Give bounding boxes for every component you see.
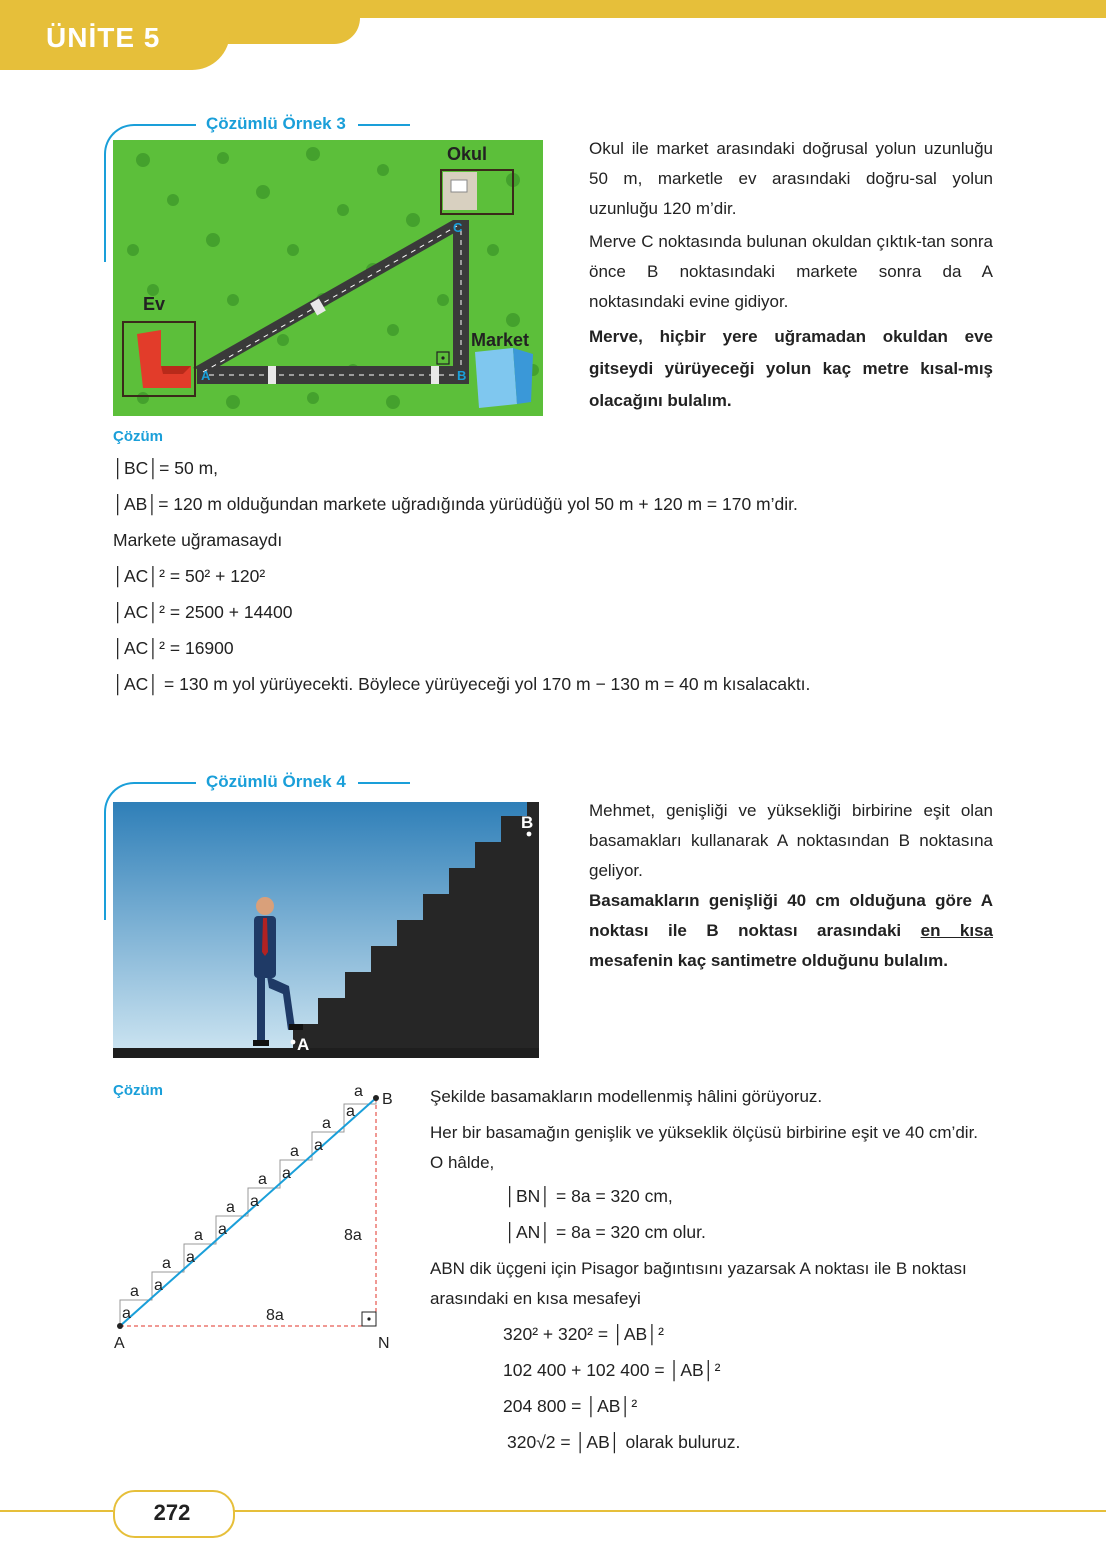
example4-title-line: [358, 782, 410, 784]
stairs-illustration: [113, 802, 539, 1058]
step-label-10: a: [258, 1171, 267, 1188]
map-point-c: C: [453, 220, 463, 235]
example4-title: Çözümlü Örnek 4: [206, 772, 346, 791]
map-label-ev: Ev: [143, 294, 166, 314]
solution3-line-7: │AC│ = 130 m yol yürüyecekti. Böylece yürüyeceği yol 170 m − 130 m = 40 m kısalacaktı.: [113, 674, 811, 694]
equation-4: 320√2 = │AB│ olarak buluruz.: [507, 1432, 741, 1452]
diagram-point-b: B: [382, 1091, 393, 1108]
footer-line-left: [0, 1510, 113, 1512]
footer-line-right: [231, 1510, 1106, 1512]
example3-title-line: [358, 124, 410, 126]
step-label-3: a: [154, 1277, 163, 1294]
staircase-diagram: [108, 1078, 408, 1360]
example3-paragraph-2: Merve C noktasında bulunan okuldan çıktık-tan sonra önce B noktasındaki markete sonra da A noktasındaki evine gidiyor.: [589, 232, 993, 311]
map-point-a: A: [201, 368, 211, 383]
equation-bn: │BN│ = 8a = 320 cm,: [505, 1186, 673, 1206]
map-label-okul: Okul: [447, 144, 488, 164]
solution3-line-1: │BC│= 50 m,: [113, 458, 219, 478]
equation-1: 320² + 320² = │AB│²: [503, 1324, 664, 1344]
equation-an: │AN│ = 8a = 320 cm olur.: [505, 1222, 706, 1242]
step-label-9: a: [250, 1193, 259, 1210]
example4-question-part2: mesafenin kaç santimetre olduğunu bulalım.: [589, 951, 948, 970]
example4-question: [589, 886, 993, 976]
example4-question-part1: Basamakların genişliği 40 cm olduğuna göre A noktası ile B noktası arasındaki: [589, 891, 993, 940]
example4-paragraph-1: Mehmet, genişliği ve yüksekliği birbirine eşit olan basamakları kullanarak A noktasından B noktasına geliyor.: [589, 801, 993, 880]
example4-question-underlined: en kısa: [920, 921, 993, 940]
step-label-2: a: [130, 1283, 139, 1300]
example4-solution-label: Çözüm: [113, 1082, 163, 1099]
solution3-line-6: │AC│² = 16900: [113, 638, 234, 658]
side-label-an: 8a: [266, 1307, 284, 1324]
diagram-point-n: N: [378, 1335, 390, 1352]
equation-2: 102 400 + 102 400 = │AB│²: [503, 1360, 721, 1380]
step-label-7: a: [218, 1221, 227, 1238]
map-point-b: B: [457, 368, 467, 383]
example3-paragraph-1: Okul ile market arasındaki doğrusal yolun uzunluğu 50 m, marketle ev arasındaki doğru-sal yolun uzunluğu 120 m’dir.: [589, 139, 993, 218]
solution4-paragraph-2: Her bir basamağın genişlik ve yükseklik ölçüsü birbirine eşit ve 40 cm’dir. O hâlde,: [430, 1123, 979, 1172]
step-label-12: a: [290, 1143, 299, 1160]
map-label-market: Market: [471, 330, 530, 350]
solution3-line-4: │AC│² = 50² + 120²: [113, 566, 266, 586]
solution3-line-2: │AB│= 120 m olduğundan markete uğradığında yürüdüğü yol 50 m + 120 m = 170 m’dir.: [113, 494, 798, 514]
page-number: 272: [153, 1500, 191, 1525]
map-illustration: [113, 140, 543, 416]
step-label-4: a: [162, 1255, 171, 1272]
unit-title: ÜNİTE 5: [46, 22, 161, 53]
step-label-14: a: [322, 1115, 331, 1132]
solution3-line-3: Markete uğramasaydı: [113, 530, 283, 550]
step-label-16: a: [354, 1083, 363, 1100]
step-label-13: a: [314, 1137, 323, 1154]
example3-solution-label: Çözüm: [113, 428, 163, 445]
solution4-paragraph-1: Şekilde basamakların modellenmiş hâlini görüyoruz.: [430, 1087, 823, 1106]
example3-question: Merve, hiçbir yere uğramadan okuldan eve gitseydi yürüyeceği yolun kaç metre kısal-mış olacağını bulalım.: [589, 327, 993, 410]
example3-title: Çözümlü Örnek 3: [206, 114, 346, 133]
step-label-11: a: [282, 1165, 291, 1182]
step-label-15: a: [346, 1103, 355, 1120]
side-label-bn: 8a: [344, 1227, 362, 1244]
solution4-paragraph-3: ABN dik üçgeni için Pisagor bağıntısını yazarsak A noktası ile B noktası arasındaki en kısa mesafeyi: [430, 1259, 967, 1308]
step-label-5: a: [186, 1249, 195, 1266]
solution3-line-5: │AC│² = 2500 + 14400: [113, 602, 293, 622]
step-label-1: a: [122, 1305, 131, 1322]
diagram-point-a: A: [114, 1335, 125, 1352]
photo-point-a: A: [297, 1035, 310, 1054]
header-band: [200, 0, 1106, 18]
equation-3: 204 800 = │AB│²: [503, 1396, 638, 1416]
step-label-8: a: [226, 1199, 235, 1216]
photo-point-b: B: [521, 813, 534, 832]
step-label-6: a: [194, 1227, 203, 1244]
